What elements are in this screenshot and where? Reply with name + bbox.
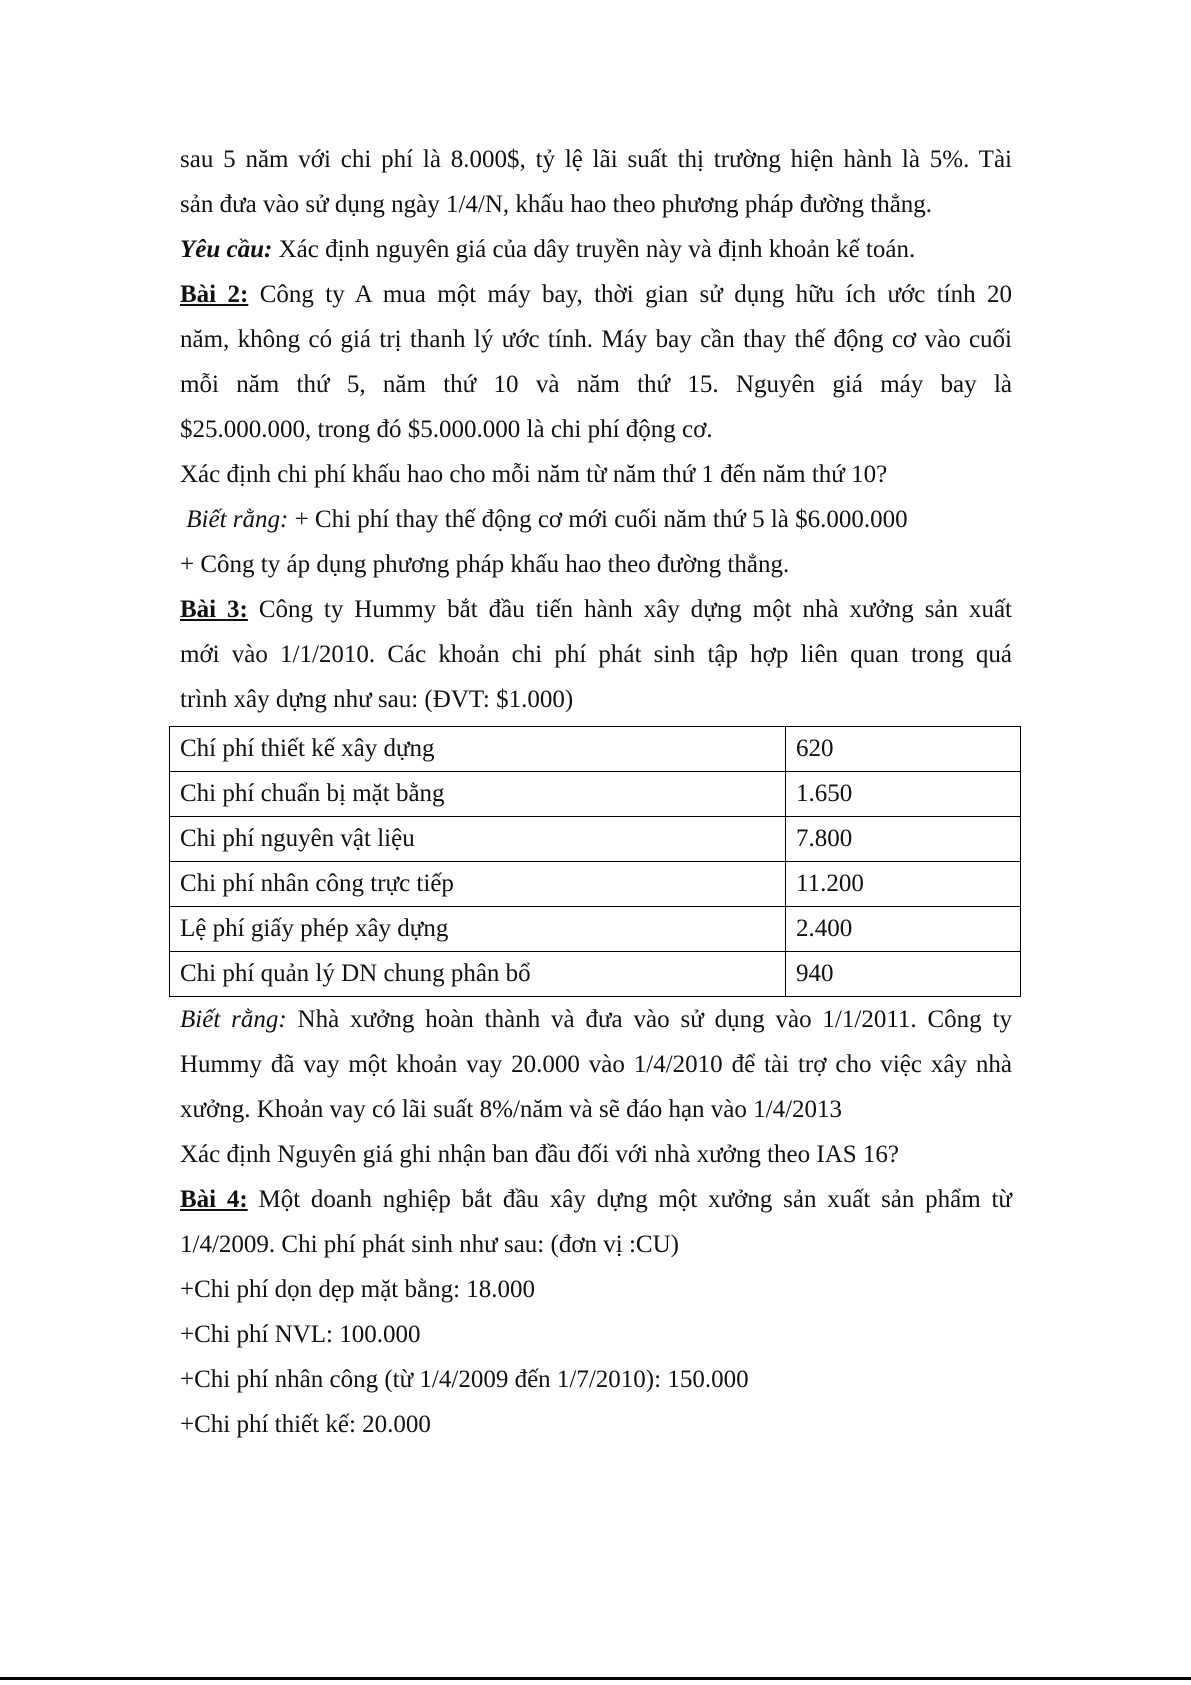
bai3-given-3: xưởng. Khoản vay có lãi suất 8%/năm và sẽ đáo hạn vào 1/4/2013	[180, 1096, 843, 1123]
footer-divider	[0, 1677, 1191, 1680]
cost-value-cell: 7.800	[786, 817, 1021, 862]
requirement-text: Xác định nguyên giá của dây truyền này và định khoản kế toán.	[272, 236, 916, 263]
cost-name-cell: Chi phí quản lý DN chung phân bổ	[170, 952, 786, 997]
cost-value-cell: 620	[786, 727, 1021, 772]
bai2-line-1-text: Công ty A mua một máy bay, thời gian sử dụng hữu ích ước tính 20	[248, 281, 1012, 308]
cost-name-cell: Chi phí chuẩn bị mặt bằng	[170, 772, 786, 817]
bai3-line-1-text: Công ty Hummy bắt đầu tiến hành xây dựng một nhà xưởng sản xuất	[247, 596, 1013, 623]
bai4-line-1-text: Một doanh nghiệp bắt đầu xây dựng một xưởng sản xuất sản phẩm từ	[247, 1186, 1012, 1213]
cost-name-cell: Lệ phí giấy phép xây dựng	[170, 907, 786, 952]
table-row	[170, 862, 1021, 907]
list-item: +Chi phí nhân công (từ 1/4/2009 đến 1/7/2010): 150.000	[180, 1366, 749, 1393]
intro-line-2: sản đưa vào sử dụng ngày 1/4/N, khấu hao theo phương pháp đường thẳng.	[180, 191, 933, 218]
intro-line-1: sau 5 năm với chi phí là 8.000$, tỷ lệ lãi suất thị trường hiện hành là 5%. Tài	[180, 146, 1012, 173]
bai3-label: Bài 3:	[180, 596, 248, 623]
bai4-line-1	[180, 1177, 1012, 1222]
bai3-given-1-text: Nhà xưởng hoàn thành và đưa vào sử dụng vào 1/1/2011. Công ty	[286, 1006, 1012, 1033]
cost-table	[169, 726, 1021, 997]
bai2-label: Bài 2:	[180, 281, 249, 308]
requirement-paragraph	[180, 227, 1012, 272]
bai3-line-2: mới vào 1/1/2010. Các khoản chi phí phát sinh tập hợp liên quan trong quá	[180, 641, 1012, 668]
table-row	[170, 907, 1021, 952]
list-item: +Chi phí dọn dẹp mặt bằng: 18.000	[180, 1276, 536, 1303]
cost-value-cell: 1.650	[786, 772, 1021, 817]
table-row	[170, 817, 1021, 862]
cost-value-cell: 2.400	[786, 907, 1021, 952]
table-row	[170, 727, 1021, 772]
bai3-given-2: Hummy đã vay một khoản vay 20.000 vào 1/4/2010 để tài trợ cho việc xây nhà	[180, 1051, 1012, 1078]
list-item: +Chi phí thiết kế: 20.000	[180, 1411, 431, 1438]
cost-name-cell: Chí phí thiết kế xây dựng	[170, 727, 786, 772]
bai4-label: Bài 4:	[180, 1186, 248, 1213]
bai2-given-label: Biết rằng:	[186, 506, 289, 533]
bai3-given-1	[180, 997, 1012, 1042]
cost-name-cell: Chi phí nhân công trực tiếp	[170, 862, 786, 907]
bai2-given-2: + Công ty áp dụng phương pháp khấu hao theo đường thẳng.	[180, 551, 790, 578]
bai2-line-4: $25.000.000, trong đó $5.000.000 là chi phí động cơ.	[180, 416, 713, 443]
bai2-line-1	[180, 272, 1012, 317]
bai2-given-1	[180, 497, 1012, 542]
table-row	[170, 772, 1021, 817]
requirement-label: Yêu cầu:	[180, 236, 273, 263]
bai3-given-label: Biết rằng:	[180, 1006, 287, 1033]
bai4-line-2: 1/4/2009. Chi phí phát sinh như sau: (đơn vị :CU)	[180, 1231, 679, 1258]
bai3-line-3: trình xây dựng như sau: (ĐVT: $1.000)	[180, 686, 574, 713]
bai2-question: Xác định chi phí khấu hao cho mỗi năm từ năm thứ 1 đến năm thứ 10?	[180, 461, 888, 488]
bai3-question: Xác định Nguyên giá ghi nhận ban đầu đối với nhà xưởng theo IAS 16?	[180, 1141, 900, 1168]
bai2-line-2: năm, không có giá trị thanh lý ước tính. Máy bay cần thay thế động cơ vào cuối	[180, 326, 1012, 353]
bai2-given-1-text: + Chi phí thay thế động cơ mới cuối năm thứ 5 là $6.000.000	[288, 506, 908, 533]
cost-name-cell: Chi phí nguyên vật liệu	[170, 817, 786, 862]
table-row	[170, 952, 1021, 997]
document-body	[180, 137, 1012, 1447]
cost-value-cell: 11.200	[786, 862, 1021, 907]
cost-value-cell: 940	[786, 952, 1021, 997]
bai3-line-1	[180, 587, 1012, 632]
list-item: +Chi phí NVL: 100.000	[180, 1321, 421, 1348]
bai2-line-3: mỗi năm thứ 5, năm thứ 10 và năm thứ 15. Nguyên giá máy bay là	[180, 371, 1012, 398]
